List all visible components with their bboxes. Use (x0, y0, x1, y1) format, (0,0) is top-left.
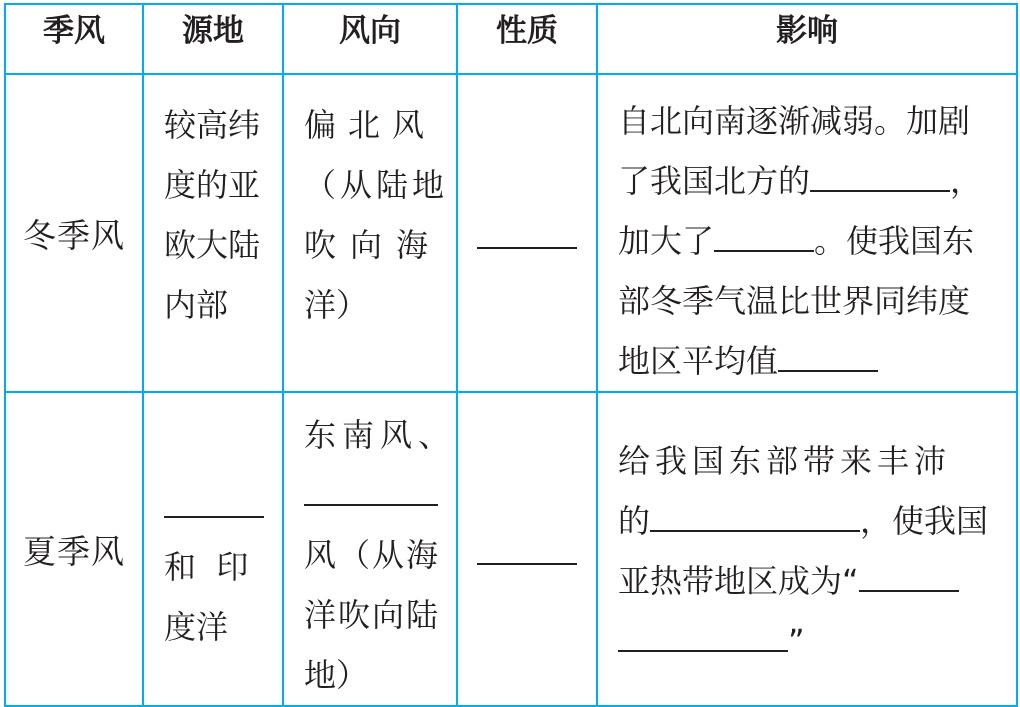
answer-blank[interactable] (650, 496, 860, 532)
header-impact: 影响 (597, 4, 1017, 74)
impact-winter-line: 自北向南逐渐减弱。加剧 (618, 102, 971, 140)
impact-summer-text: 的 (618, 502, 651, 540)
monsoon-table (4, 3, 1018, 707)
impact-summer-text: ，使我国 (860, 502, 989, 540)
direction-summer-line: 风（从海 (304, 536, 441, 574)
source-summer-line: 和 印 (164, 548, 249, 586)
direction-summer-line: 洋吹向陆 (304, 596, 441, 634)
impact-winter-text: 地区平均值 (618, 342, 779, 380)
impact-summer-line: 给我国东部带来丰沛 (618, 442, 952, 480)
direction-summer (283, 392, 457, 706)
impact-winter-line: 部冬季气温比世界同纬度 (618, 282, 971, 320)
header-row (5, 4, 1017, 74)
direction-winter-line: 吹向海 (304, 226, 443, 264)
direction-winter-line: 洋） (304, 286, 369, 324)
impact-summer-text: 亚热带地区成为“ (618, 562, 859, 600)
answer-blank[interactable] (618, 616, 788, 652)
answer-blank[interactable] (477, 529, 577, 565)
nature-summer (457, 392, 597, 706)
answer-blank[interactable] (859, 556, 959, 592)
source-winter (143, 74, 283, 392)
header-direction: 风向 (283, 4, 457, 74)
direction-winter (283, 74, 457, 392)
answer-blank[interactable] (778, 336, 878, 372)
impact-winter (597, 74, 1017, 392)
answer-blank[interactable] (477, 213, 577, 249)
answer-blank[interactable] (714, 216, 814, 252)
answer-blank[interactable] (164, 482, 264, 518)
impact-winter-text: 。使我国东 (814, 222, 975, 260)
header-source: 源地 (143, 4, 283, 74)
header-nature: 性质 (457, 4, 597, 74)
source-winter-line: 较高纬 (164, 106, 261, 144)
season-winter: 冬季风 (5, 74, 143, 392)
source-summer (143, 392, 283, 706)
impact-winter-text: 了我国北方的 (618, 162, 811, 200)
source-winter-line: 度的亚 (164, 166, 261, 204)
answer-blank[interactable] (810, 156, 950, 192)
table-row-winter (5, 74, 1017, 392)
direction-summer-line: 东南风、 (304, 416, 457, 454)
impact-summer-text: ” (788, 622, 805, 660)
source-winter-line: 内部 (164, 286, 229, 324)
source-summer-line: 度洋 (164, 608, 229, 646)
season-summer: 夏季风 (5, 392, 143, 706)
header-season: 季风 (5, 4, 143, 74)
nature-winter (457, 74, 597, 392)
impact-winter-text: 加大了 (618, 222, 715, 260)
impact-summer (597, 392, 1017, 706)
answer-blank[interactable] (304, 470, 438, 506)
direction-winter-line: （从陆地 (304, 166, 449, 204)
source-winter-line: 欧大陆 (164, 226, 261, 264)
direction-winter-line: 偏北风 (304, 106, 437, 144)
table-row-summer (5, 392, 1017, 706)
direction-summer-line: 地） (304, 656, 369, 694)
impact-winter-text: ， (950, 162, 983, 200)
